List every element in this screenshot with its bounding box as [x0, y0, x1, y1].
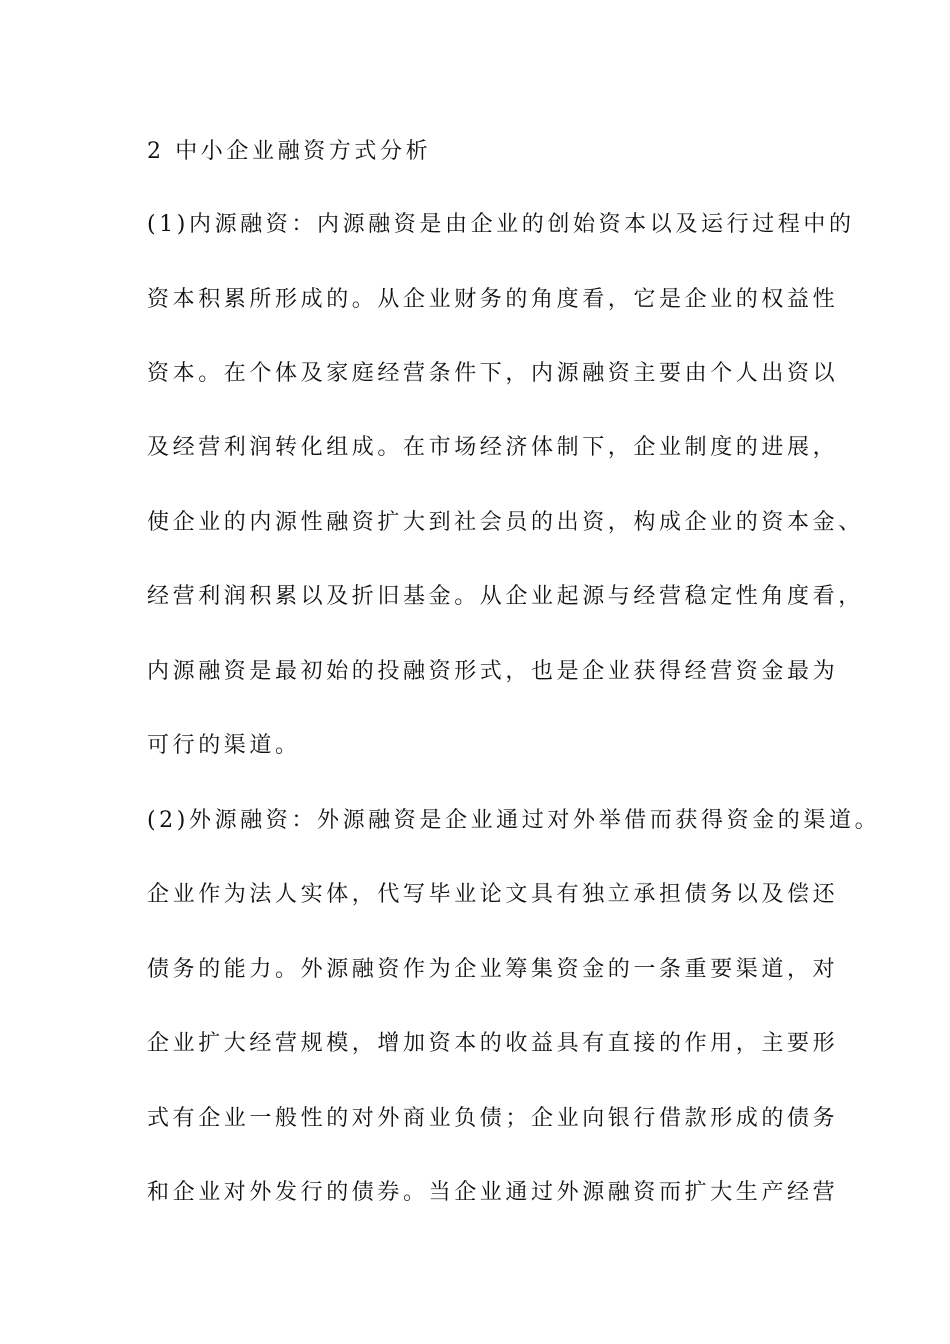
text-line: (1)内源融资：内源融资是由企业的创始资本以及运行过程中的	[147, 212, 855, 237]
text-line: (2)外源融资：外源融资是企业通过对外举借而获得资金的渠道。	[147, 808, 881, 833]
text-line: 式有企业一般性的对外商业负债；企业向银行借款形成的债务	[147, 1106, 839, 1131]
text-line: 资本。在个体及家庭经营条件下，内源融资主要由个人出资以	[147, 361, 839, 386]
text-line: 资本积累所形成的。从企业财务的角度看，它是企业的权益性	[147, 287, 839, 312]
text-line: 企业扩大经营规模，增加资本的收益具有直接的作用，主要形	[147, 1031, 839, 1056]
text-line: 和企业对外发行的债券。当企业通过外源融资而扩大生产经营	[147, 1180, 839, 1205]
text-line: 及经营利润转化组成。在市场经济体制下，企业制度的进展，	[147, 435, 839, 460]
text-line: 经营利润积累以及折旧基金。从企业起源与经营稳定性角度看，	[147, 584, 864, 609]
text-line: 债务的能力。外源融资作为企业筹集资金的一条重要渠道，对	[147, 957, 839, 982]
section-heading: 2 中小企业融资方式分析	[147, 139, 432, 164]
text-line: 使企业的内源性融资扩大到社会员的出资，构成企业的资本金、	[147, 510, 864, 535]
text-line: 内源融资是最初始的投融资形式，也是企业获得经营资金最为	[147, 659, 839, 684]
text-line: 企业作为法人实体，代写毕业论文具有独立承担债务以及偿还	[147, 882, 839, 907]
text-line: 可行的渠道。	[147, 733, 301, 758]
